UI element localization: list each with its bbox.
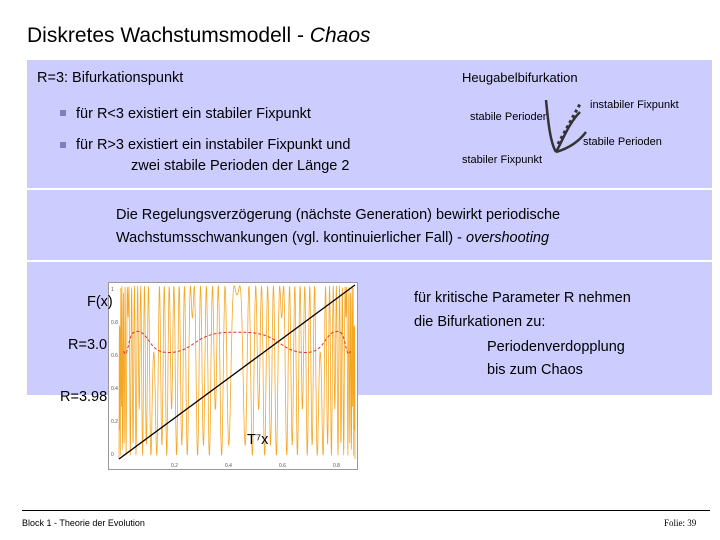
red-period-curve bbox=[124, 331, 351, 354]
label-instabiler-fixpunkt: instabiler Fixpunkt bbox=[590, 99, 679, 111]
plot-label-r30: R=3.0 bbox=[68, 337, 108, 353]
y-tick-labels bbox=[111, 287, 118, 458]
mid-panel bbox=[27, 190, 712, 260]
right-text-line2: die Bifurkationen zu: bbox=[414, 314, 546, 330]
bullet-1-marker bbox=[60, 110, 66, 116]
y-tick-label: 1 bbox=[111, 287, 114, 293]
chaos-plot-svg bbox=[109, 283, 357, 469]
footer-page-number: Folie: 39 bbox=[664, 518, 697, 528]
x-tick-label: 0.4 bbox=[225, 463, 232, 469]
plot-label-t7x: T⁷x bbox=[247, 432, 269, 448]
right-text-line3: Periodenverdopplung bbox=[487, 339, 625, 355]
footer-left-text: Block 1 - Theorie der Evolution bbox=[22, 518, 145, 528]
label-stabiler-fixpunkt: stabiler Fixpunkt bbox=[462, 154, 543, 166]
footer-divider bbox=[22, 510, 710, 511]
y-tick-label: 0.6 bbox=[111, 353, 118, 359]
bullet-1-text: für R<3 existiert ein stabiler Fixpunkt bbox=[76, 106, 311, 122]
bullet-2-text-line1: für R>3 existiert ein instabiler Fixpunkt und bbox=[76, 137, 351, 153]
title-italic: Chaos bbox=[309, 24, 371, 47]
x-tick-label: 0.8 bbox=[333, 463, 340, 469]
x-tick-labels bbox=[171, 463, 340, 469]
x-tick-label: 0.6 bbox=[279, 463, 286, 469]
chaos-plot bbox=[108, 282, 358, 470]
slide-title bbox=[27, 24, 371, 48]
y-tick-label: 0.4 bbox=[111, 386, 118, 392]
pitchfork-unstable-line bbox=[558, 104, 580, 144]
y-tick-label: 0.8 bbox=[111, 320, 118, 326]
x-tick-label: 0.2 bbox=[171, 463, 178, 469]
title-main: Diskretes Wachstumsmodell - bbox=[27, 24, 310, 47]
bullet-2-text-line2: zwei stabile Perioden der Länge 2 bbox=[131, 158, 350, 174]
diagram-title: Heugabelbifurkation bbox=[462, 70, 578, 85]
top-heading: R=3: Bifurkationspunkt bbox=[37, 70, 184, 86]
label-stabile-perioden-left: stabile Perioden bbox=[470, 111, 549, 123]
bullet-2-marker bbox=[60, 142, 66, 148]
pitchfork-stable-fixpoint-line bbox=[546, 100, 556, 152]
mid-line-2 bbox=[116, 230, 549, 246]
label-stabile-perioden-right: stabile Perioden bbox=[583, 136, 662, 148]
y-tick-label: 0.2 bbox=[111, 419, 118, 425]
pitchfork-diagram bbox=[540, 90, 590, 160]
mid-line-2-text: Wachstumsschwankungen (vgl. kontinuierlicher Fall) - bbox=[116, 230, 467, 246]
right-text-line4: bis zum Chaos bbox=[487, 362, 583, 378]
plot-label-r398: R=3.98 bbox=[60, 389, 108, 405]
right-text-line1: für kritische Parameter R nehmen bbox=[414, 290, 631, 306]
mid-line-2-italic: overshooting bbox=[466, 230, 550, 246]
y-tick-label: 0 bbox=[111, 452, 114, 458]
plot-label-fx: F(x) bbox=[87, 294, 113, 310]
mid-line-1: Die Regelungsverzögerung (nächste Generation) bewirkt periodische bbox=[116, 207, 561, 223]
